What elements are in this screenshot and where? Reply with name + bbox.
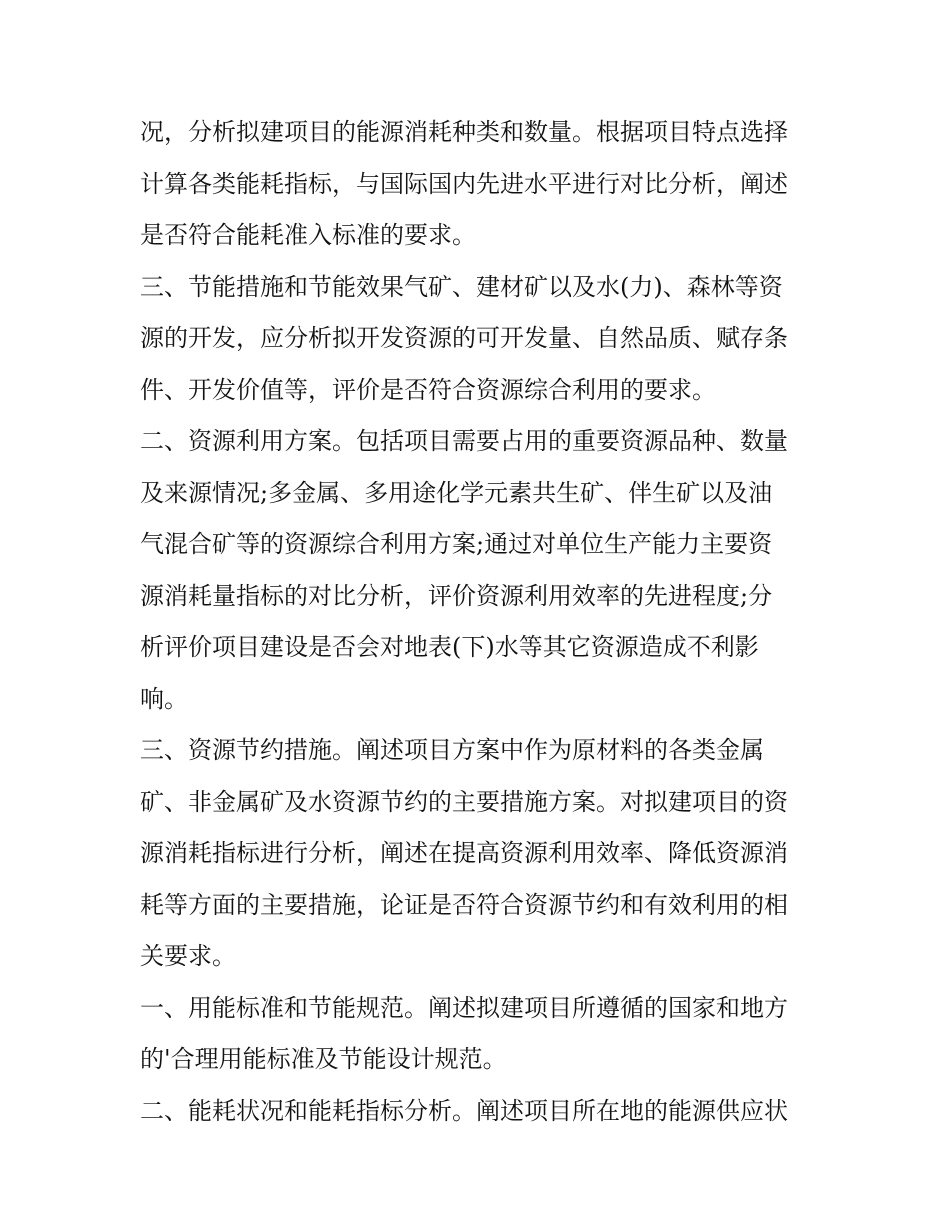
text-line: 三、节能措施和节能效果气矿、建材矿以及水(力)、森林等资 [140, 272, 783, 301]
text-line: 三、资源节约措施。阐述项目方案中作为原材料的各类金属 [140, 736, 764, 764]
text-line: 气混合矿等的资源综合利用方案;通过对单位生产能力主要资 [140, 530, 773, 558]
text-line: 二、资源利用方案。包括项目需要占用的重要资源品种、数量 [140, 427, 788, 455]
text-line: 二、能耗状况和能耗指标分析。阐述项目所在地的能源供应状 [140, 1096, 788, 1125]
text-line: 一、用能标准和节能规范。阐述拟建项目所遵循的国家和地方 [140, 993, 788, 1022]
text-line: 响。 [140, 684, 188, 713]
text-line: 的'合理用能标准及节能设计规范。 [140, 1045, 507, 1073]
text-line: 矿、非金属矿及水资源节约的主要措施方案。对拟建项目的资 [140, 787, 788, 816]
text-line: 源的开发，应分析拟开发资源的可开发量、自然品质、赋存条 [140, 324, 788, 352]
text-line: 计算各类能耗指标，与国际国内先进水平进行对比分析，阐述 [140, 169, 788, 198]
text-line: 析评价项目建设是否会对地表(下)水等其它资源造成不利影 [140, 633, 759, 661]
text-line: 件、开发价值等，评价是否符合资源综合利用的要求。 [140, 375, 716, 404]
text-line: 是否符合能耗准入标准的要求。 [140, 221, 476, 249]
text-line: 及来源情况;多金属、多用途化学元素共生矿、伴生矿以及油 [140, 478, 773, 507]
text-line: 源消耗量指标的对比分析，评价资源利用效率的先进程度;分 [140, 581, 773, 610]
text-line: 源消耗指标进行分析，阐述在提高资源利用效率、降低资源消 [140, 839, 788, 867]
text-line: 耗等方面的主要措施，论证是否符合资源节约和有效利用的相 [140, 890, 788, 919]
document-body-text [140, 107, 820, 1137]
text-line: 况，分析拟建项目的能源消耗种类和数量。根据项目特点选择 [140, 118, 788, 146]
text-line: 关要求。 [140, 942, 236, 970]
